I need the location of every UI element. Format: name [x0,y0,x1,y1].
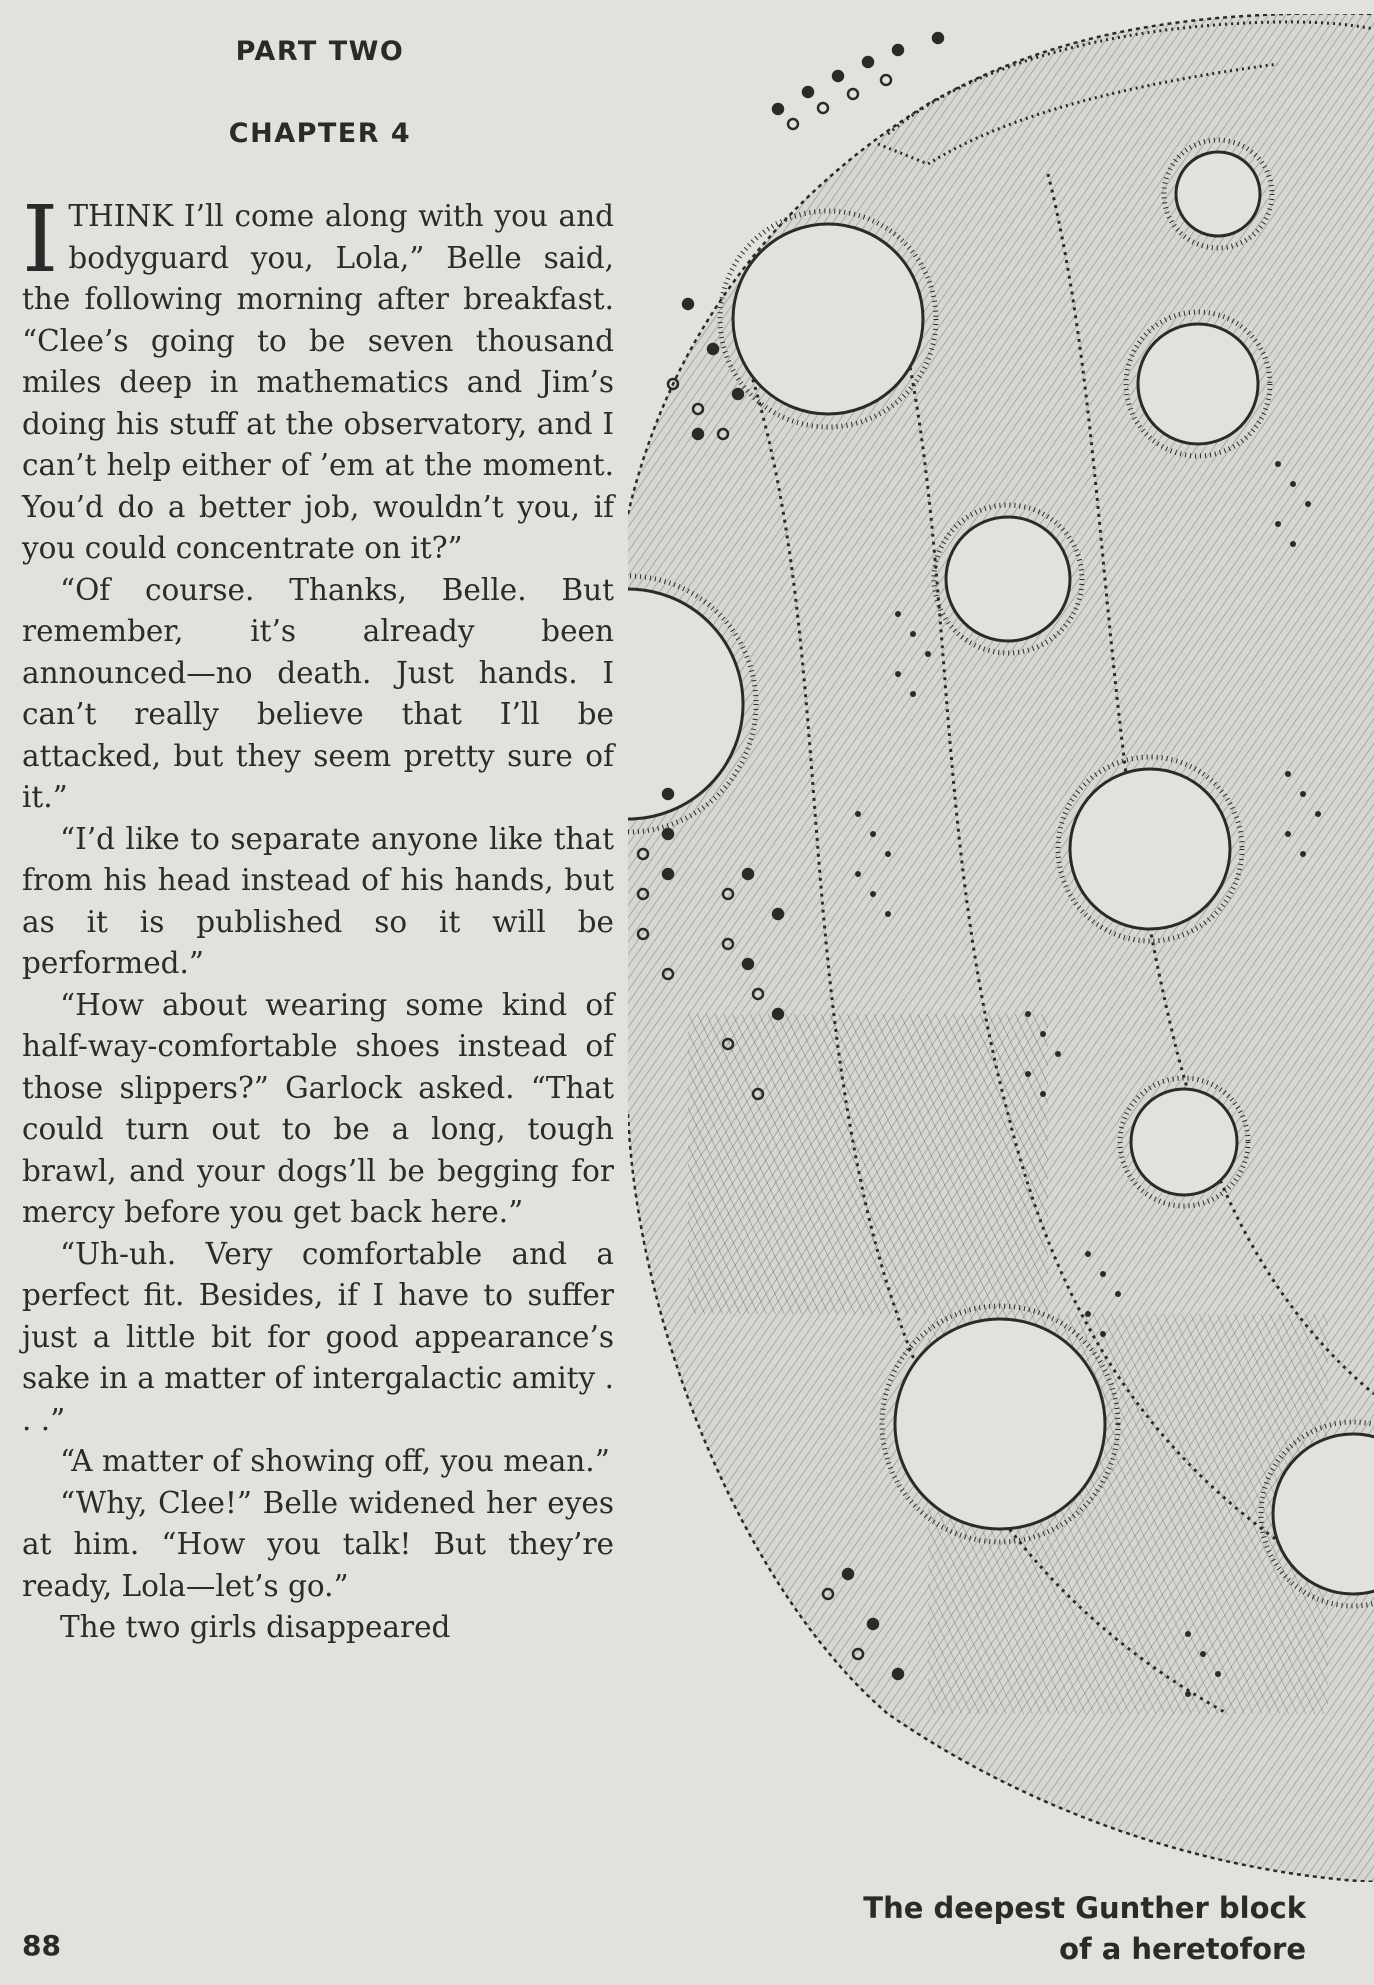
paragraph [22,186,614,570]
paragraph: “Why, Clee!” Belle widened her eyes at him. “How you talk! But they’re ready, Lola—let’s go.” [22,1485,614,1603]
caption-line: of a heretofore [1059,1932,1306,1966]
gunther-block-illustration [628,14,1374,1882]
paragraph: The two girls disappeared [60,1610,451,1644]
paragraph: “How about wearing some kind of half-way-comfortable shoes instead of those slippers?” Garlock asked. “That could turn out to be a long, tough brawl, and your dogs’ll be begging for mercy before you get back here.” [22,987,614,1229]
illustration-caption [786,1888,1306,1970]
caption-line: The deepest Gunther block [863,1891,1306,1925]
paragraph-text: THINK I’ll come along with you and bodyguard you, Lola,” Belle said, the following morning after breakfast. “Clee’s going to be seven thousand miles deep in mathematics and Jim’s doing his stuff at the observatory, and I can’t help either of ’em at the moment. You’d do a better job, wouldn’t you, if you could concentrate on it?” [22,199,614,565]
paragraph: “Of course. Thanks, Belle. But remember, it’s already been announced—no death. Just hands. I can’t really believe that I’ll be attacked, but they seem pretty sure of it.” [22,572,614,814]
paragraph: “Uh-uh. Very comfortable and a perfect fit. Besides, if I have to suffer just a little bit for good appearance’s sake in a matter of intergalactic amity . . .” [22,1236,614,1437]
body-text-column [22,186,614,1649]
part-heading: PART TWO [235,36,405,67]
chapter-heading: CHAPTER 4 [228,118,412,149]
drop-cap: I [22,186,59,293]
page-number: 88 [22,1929,61,1962]
paragraph: “I’d like to separate anyone like that from his head instead of his hands, but as it is published so it will be performed.” [22,821,614,980]
paragraph: “A matter of showing off, you mean.” [60,1444,610,1478]
